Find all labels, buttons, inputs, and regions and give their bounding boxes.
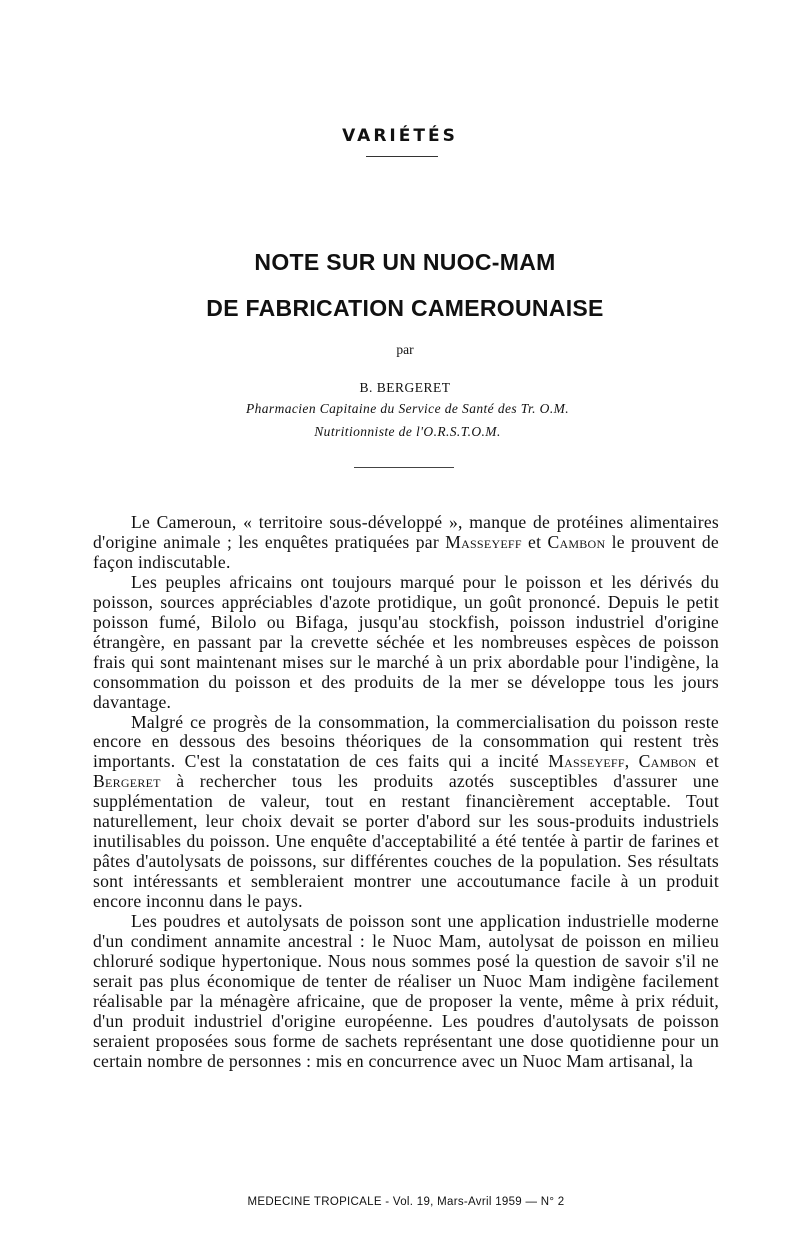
author-name: B. BERGERET bbox=[359, 380, 451, 395]
body-paragraph bbox=[93, 713, 719, 913]
author-citation: Bergeret bbox=[93, 771, 161, 792]
author-citation: Masseyeff bbox=[548, 751, 625, 772]
author-affiliation-1: Pharmacien Capitaine du Service de Santé des Tr. O.M. bbox=[245, 401, 570, 416]
section-divider bbox=[366, 156, 438, 157]
author-citation: Masseyeff bbox=[445, 531, 522, 552]
text-run: Le Cameroun, « territoire sous-développé », manque de protéines alimentaires d'origine animale ; les enquêtes pratiquées par bbox=[93, 512, 719, 552]
article-title-line-2: DE FABRICATION CAMEROUNAISE bbox=[206, 295, 604, 321]
body-paragraph bbox=[93, 513, 719, 573]
author-citation: Cambon bbox=[547, 531, 606, 552]
author-affiliation-2: Nutritionniste de l'O.R.S.T.O.M. bbox=[314, 424, 501, 439]
text-run: Malgré ce progrès de la consommation, la commercialisation du poisson reste encore en dessous des besoins théoriques de la consommation qui restent très importants. C'est la constatation de ces faits qui a incité bbox=[93, 711, 719, 772]
text-run: Les peuples africains ont toujours marqué pour le poisson et les dérivés du poisson, sources appréciables d'azote protidique, un goût prononcé. Depuis le petit poisson fumé, Bilolo ou Bifaga, jusqu'au stockfish, poisson industriel d'origine étrangère, en passant par la crevette séchée et les nombreuses espèces de poisson frais qui sont maintenant mises sur le marché à un prix abordable pour l'indigène, la consommation du poisson et des produits de la mer se développe tous les jours davantage. bbox=[93, 571, 719, 712]
text-run: le prouvent de façon indiscutable. bbox=[93, 531, 719, 572]
article-body bbox=[93, 513, 719, 1072]
text-run: à rechercher tous les produits azotés susceptibles d'assurer une supplémentation de valeur, tout en restant financièrement acceptable. Tout naturellement, leur choix devait se porter d'abord sur les sous-produits industriels inutilisables du poisson. Une enquête d'acceptabilité a été tentée à partir de farines et pâtes d'autolysats de poissons, sur différentes couches de la population. Ses résultats sont intéressants et sembleraient montrer une accoutumance facile à un produit encore inconnu dans le pays. bbox=[93, 771, 719, 912]
text-run: Les poudres et autolysats de poisson sont une application industrielle moderne d'un condiment annamite ancestral : le Nuoc Mam, autolysat de poisson en milieu chloruré sodique hypertonique. Nous nous sommes posé la question de savoir s'il ne serait pas plus économique de tenter de réaliser un Nuoc Mam indigène facilement réalisable par la ménagère africaine, que de proposer la vente, même à prix réduit, d'un produit industriel d'origine européenne. Les poudres d'autolysats de poisson seraient proposées sous forme de sachets représentant une dose quotidienne pour un certain nombre de personnes : mis en concurrence avec un Nuoc Mam artisanal, la bbox=[93, 911, 719, 1071]
section-heading: VARIÉTÉS bbox=[342, 126, 458, 146]
text-run: et bbox=[696, 751, 720, 772]
header-divider bbox=[354, 467, 454, 468]
body-paragraph bbox=[93, 573, 719, 713]
author-citation: Cambon bbox=[638, 751, 697, 772]
journal-footer: MEDECINE TROPICALE - Vol. 19, Mars-Avril 1959 — N° 2 bbox=[247, 1196, 565, 1208]
article-title-line-1: NOTE SUR UN NUOC-MAM bbox=[254, 249, 556, 275]
byline: par bbox=[396, 342, 414, 357]
text-run: , bbox=[624, 751, 639, 772]
body-paragraph bbox=[93, 912, 719, 1072]
text-run: et bbox=[521, 531, 548, 552]
